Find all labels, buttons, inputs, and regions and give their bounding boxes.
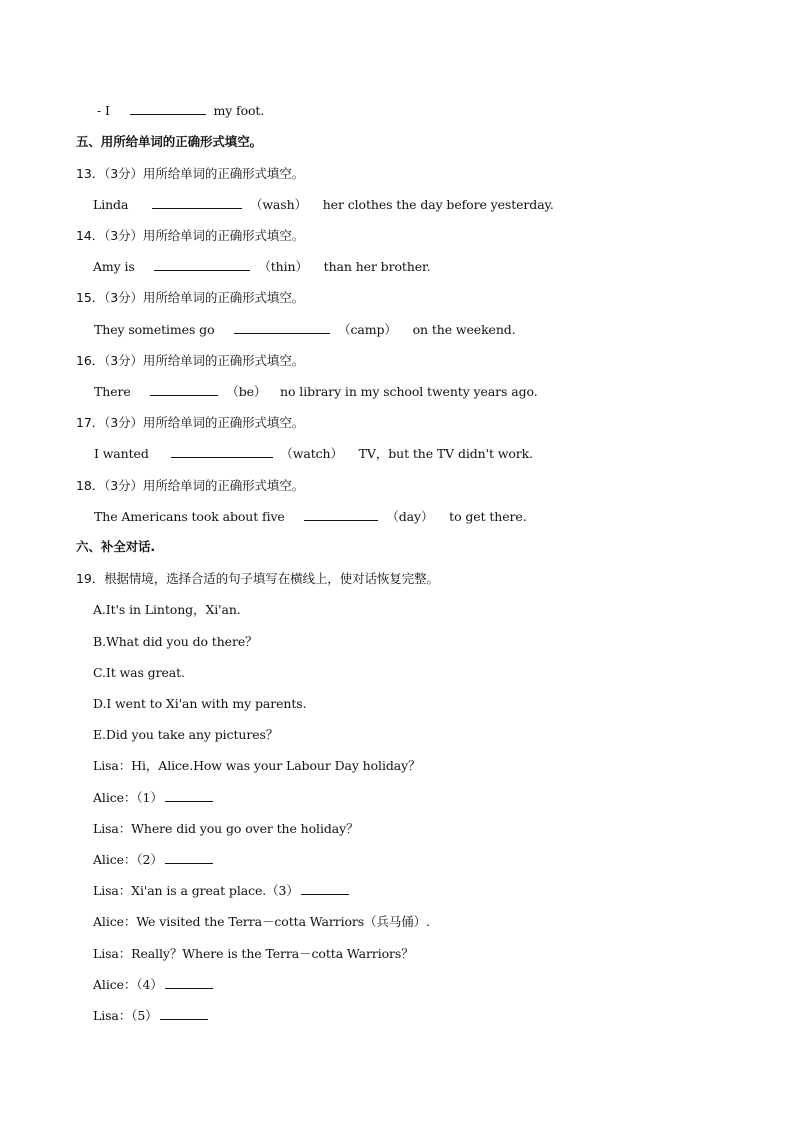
section-6-title: 六、补全对话. xyxy=(76,539,156,554)
speaker: Alice： xyxy=(93,852,137,867)
answer-blank[interactable] xyxy=(304,509,378,521)
question-19-header xyxy=(76,571,439,587)
sentence-after: to get there. xyxy=(449,509,527,524)
question-16-header xyxy=(76,353,304,369)
option-b: B.What did you do there？ xyxy=(93,634,258,649)
dialogue-text: Hi，Alice.How was your Labour Day holiday？ xyxy=(131,758,421,773)
word-hint: （be） xyxy=(226,384,267,399)
word-hint: （thin） xyxy=(258,259,308,274)
sentence-after: on the weekend. xyxy=(412,322,516,337)
question-score: （3分） xyxy=(104,228,143,243)
word-hint: （camp） xyxy=(338,322,397,337)
question-score: （3分） xyxy=(104,290,143,305)
sentence-before: There xyxy=(94,384,131,399)
answer-blank[interactable] xyxy=(130,103,206,115)
section-5-title: 五、用所给单词的正确形式填空。 xyxy=(76,134,263,149)
dialogue-line xyxy=(93,914,430,930)
question-15-header xyxy=(76,290,304,306)
question-18-header xyxy=(76,478,304,494)
question-number: 13． xyxy=(76,166,105,181)
question-14-header xyxy=(76,228,304,244)
question-number: 18． xyxy=(76,478,105,493)
question-17-header xyxy=(76,415,304,431)
question-instruction: 根据情境，选择合适的句子填写在横线上，使对话恢复完整。 xyxy=(104,571,439,586)
answer-blank[interactable] xyxy=(152,197,242,209)
dialogue-line xyxy=(93,790,217,806)
question-instruction: 用所给单词的正确形式填空。 xyxy=(142,353,305,368)
sentence-before: They sometimes go xyxy=(94,322,215,337)
question-number: 17． xyxy=(76,415,105,430)
question-instruction: 用所给单词的正确形式填空。 xyxy=(142,290,305,305)
question-13-header xyxy=(76,166,304,182)
speaker: Lisa： xyxy=(93,1008,132,1023)
sentence-before: Amy is xyxy=(93,259,135,274)
question-18-body xyxy=(94,509,527,525)
speaker: Alice： xyxy=(93,790,137,805)
speaker: Lisa： xyxy=(93,946,132,961)
sentence-before: The Americans took about five xyxy=(94,509,285,524)
question-17-body xyxy=(94,446,533,462)
answer-blank[interactable] xyxy=(160,1008,208,1020)
blank-label: （5） xyxy=(131,1008,158,1023)
blank-label: （1） xyxy=(136,790,163,805)
dialogue-line xyxy=(93,1008,212,1024)
question-number: 15． xyxy=(76,290,105,305)
dialogue-text: We visited the Terra－cotta Warriors（兵马俑）. xyxy=(136,914,430,929)
answer-blank[interactable] xyxy=(301,883,349,895)
answer-blank[interactable] xyxy=(165,977,213,989)
question-number: 14． xyxy=(76,228,105,243)
answer-blank[interactable] xyxy=(171,446,273,458)
dialogue-line xyxy=(93,821,358,837)
sentence-after: than her brother. xyxy=(323,259,431,274)
speaker: Lisa： xyxy=(93,758,132,773)
option-e: E.Did you take any pictures？ xyxy=(93,727,279,742)
question-score: （3分） xyxy=(104,415,143,430)
question-instruction: 用所给单词的正确形式填空。 xyxy=(142,166,305,181)
blank-label: （3） xyxy=(266,883,299,898)
dialogue-line xyxy=(93,852,217,868)
option-c: C.It was great. xyxy=(93,665,185,680)
question-16-body xyxy=(94,384,538,400)
dialogue-line xyxy=(93,946,414,962)
top-line-prefix: - I xyxy=(97,103,110,118)
dialogue-text: Where did you go over the holiday？ xyxy=(131,821,359,836)
option-d: D.I went to Xi'an with my parents. xyxy=(93,696,307,711)
dialogue-line xyxy=(93,758,420,774)
sentence-after: her clothes the day before yesterday. xyxy=(322,197,554,212)
question-14-body xyxy=(93,259,430,275)
question-score: （3分） xyxy=(104,353,143,368)
sentence-after: TV，but the TV didn't work. xyxy=(358,446,533,461)
speaker: Lisa： xyxy=(93,883,132,898)
question-number: 16． xyxy=(76,353,105,368)
question-instruction: 用所给单词的正确形式填空。 xyxy=(142,478,305,493)
blank-label: （2） xyxy=(136,852,163,867)
answer-blank[interactable] xyxy=(165,852,213,864)
answer-blank[interactable] xyxy=(154,259,250,271)
top-line-suffix: my foot. xyxy=(213,103,265,118)
question-score: （3分） xyxy=(104,166,143,181)
word-hint: （watch） xyxy=(280,446,343,461)
speaker: Lisa： xyxy=(93,821,132,836)
answer-blank[interactable] xyxy=(234,322,330,334)
word-hint: （wash） xyxy=(249,197,307,212)
speaker: Alice： xyxy=(93,977,137,992)
top-line xyxy=(97,103,264,119)
answer-blank[interactable] xyxy=(165,790,213,802)
dialogue-line xyxy=(93,977,217,993)
question-instruction: 用所给单词的正确形式填空。 xyxy=(142,415,305,430)
answer-blank[interactable] xyxy=(150,384,218,396)
dialogue-text: Really？Where is the Terra－cotta Warriors？ xyxy=(131,946,414,961)
question-13-body xyxy=(93,197,554,213)
word-hint: （day） xyxy=(386,509,434,524)
question-15-body xyxy=(94,322,516,338)
dialogue-line xyxy=(93,883,353,899)
sentence-before: Linda xyxy=(93,197,129,212)
option-a: A.It's in Lintong，Xi'an. xyxy=(93,602,241,617)
sentence-before: I wanted xyxy=(94,446,149,461)
dialogue-text: Xi'an is a great place. xyxy=(131,883,267,898)
speaker: Alice： xyxy=(93,914,137,929)
question-score: （3分） xyxy=(104,478,143,493)
question-instruction: 用所给单词的正确形式填空。 xyxy=(142,228,305,243)
question-number: 19． xyxy=(76,571,105,586)
sentence-after: no library in my school twenty years ago. xyxy=(280,384,538,399)
blank-label: （4） xyxy=(136,977,163,992)
